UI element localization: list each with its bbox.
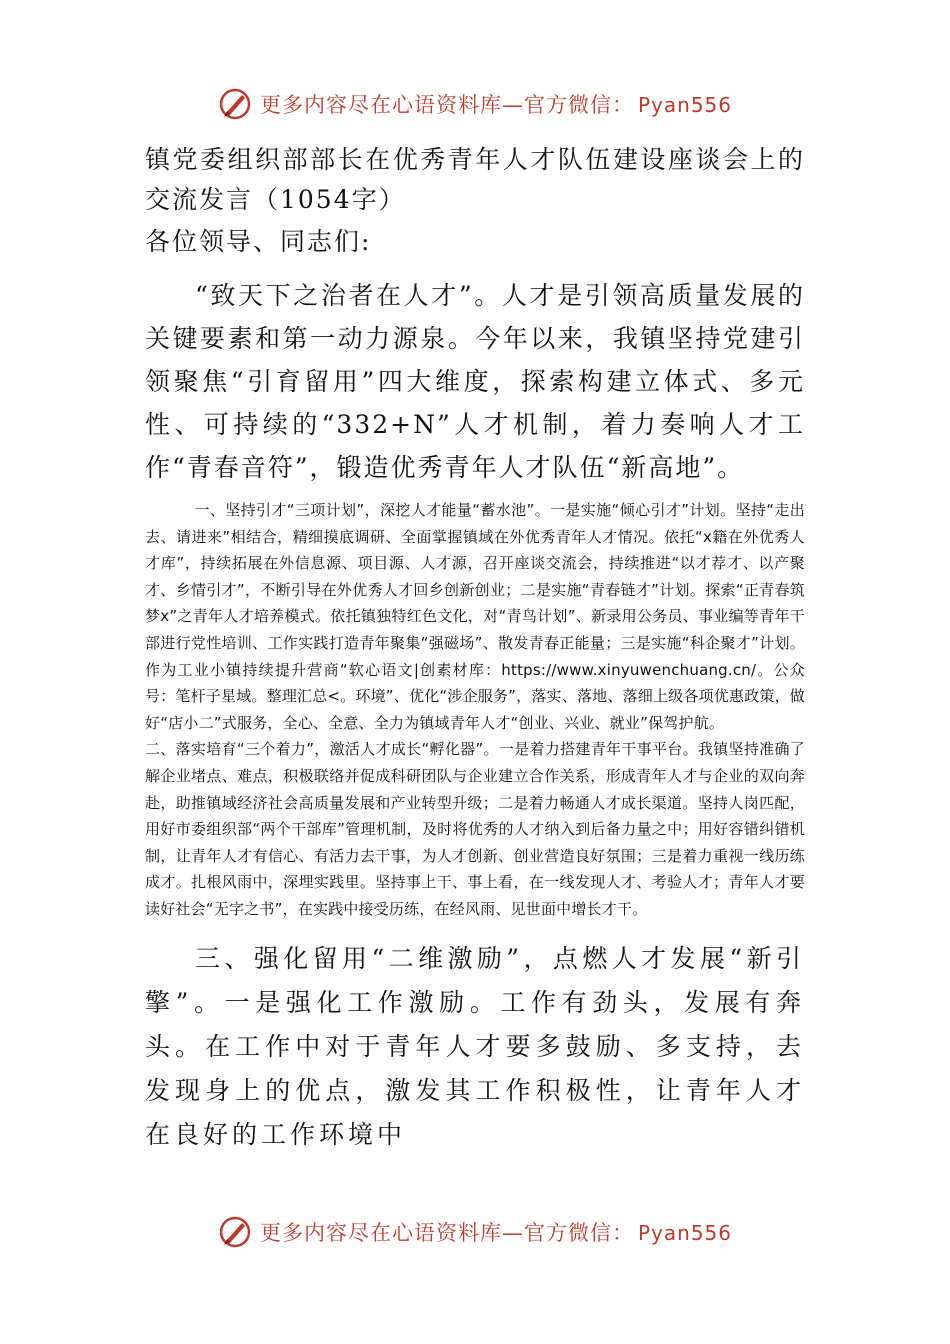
document-body bbox=[145, 140, 805, 1157]
watermark-text: 更多内容尽在心语资料库—官方微信： Pyan556 bbox=[259, 93, 732, 117]
pen-logo-icon bbox=[218, 87, 252, 121]
pen-logo-icon bbox=[218, 1215, 252, 1249]
section-1-paragraph: 一、坚持引才“三项计划”，深挖人才能量“蓄水池”。一是实施“倾心引才”计划。坚持“走出去、请进来”相结合，精细摸底调研、全面掌握镇域在外优秀青年人才情况。依托“x籍在外优秀人才库”，持续拓展在外信息源、项目源、人才源，召开座谈交流会，持续推进“以才荐才、以产聚才、乡情引才”，不断引导在外优秀人才回乡创新创业；二是实施“青春链才”计划。探索“正青春筑梦x”之青年人才培养模式。依托镇独特红色文化，对“青鸟计划”、新录用公务员、事业编等青年干部进行党性培训、工作实践打造青年聚集“强磁场”、散发青春正能量；三是实施“科企聚才”计划。作为工业小镇持续提升营商“软心语文|创素材库：https://www.xinyuwenchuang.cn/。公众号：笔杆子星域。整理汇总<。环境”、优化“涉企服务”，落实、落地、落细上级各项优惠政策，做好“店小二”式服务，全心、全意、全力为镇域青年人才“创业、兴业、就业”保驾护航。 bbox=[145, 501, 805, 732]
intro-paragraph: “致天下之治者在人才”。人才是引领高质量发展的关键要素和第一动力源泉。今年以来，我镇坚持党建引领聚焦“引育留用”四大维度，探索构建立体式、多元性、可持续的“332+N”人才机制，着力奏响人才工作“青春音符”，锻造优秀青年人才队伍“新高地”。 bbox=[145, 281, 805, 482]
watermark-footer bbox=[0, 1212, 950, 1252]
document-title: 镇党委组织部部长在优秀青年人才队伍建设座谈会上的交流发言（1054字） bbox=[145, 145, 805, 214]
watermark-header bbox=[0, 84, 950, 124]
section-2-paragraph: 二、落实培育“三个着力”，激活人才成长“孵化器”。一是着力搭建青年干事平台。我镇坚持准确了解企业堵点、难点，积极联络并促成科研团队与企业建立合作关系，形成青年人才与企业的双向奔赴，助推镇域经济社会高质量发展和产业转型升级；二是着力畅通人才成长渠道。坚持人岗匹配，用好市委组织部“两个干部库”管理机制，及时将优秀的人才纳入到后备力量之中；用好容错纠错机制，让青年人才有信心、有活力去干事，为人才创新、创业营造良好氛围；三是着力重视一线历练成才。扎根风雨中，深埋实践里。坚持事上干、事上看，在一线发现人才、考验人才；青年人才要读好社会“无字之书”，在实践中接受历练，在经风雨、见世面中增长才干。 bbox=[145, 740, 805, 918]
greeting: 各位领导、同志们: bbox=[145, 227, 372, 256]
watermark-text: 更多内容尽在心语资料库—官方微信： Pyan556 bbox=[259, 1221, 732, 1245]
section-3-paragraph: 三、强化留用“二维激励”，点燃人才发展“新引擎”。一是强化工作激励。工作有劲头，发展有奔头。在工作中对于青年人才要多鼓励、多支持，去发现身上的优点，激发其工作积极性，让青年人才在良好的工作环境中 bbox=[145, 943, 805, 1149]
